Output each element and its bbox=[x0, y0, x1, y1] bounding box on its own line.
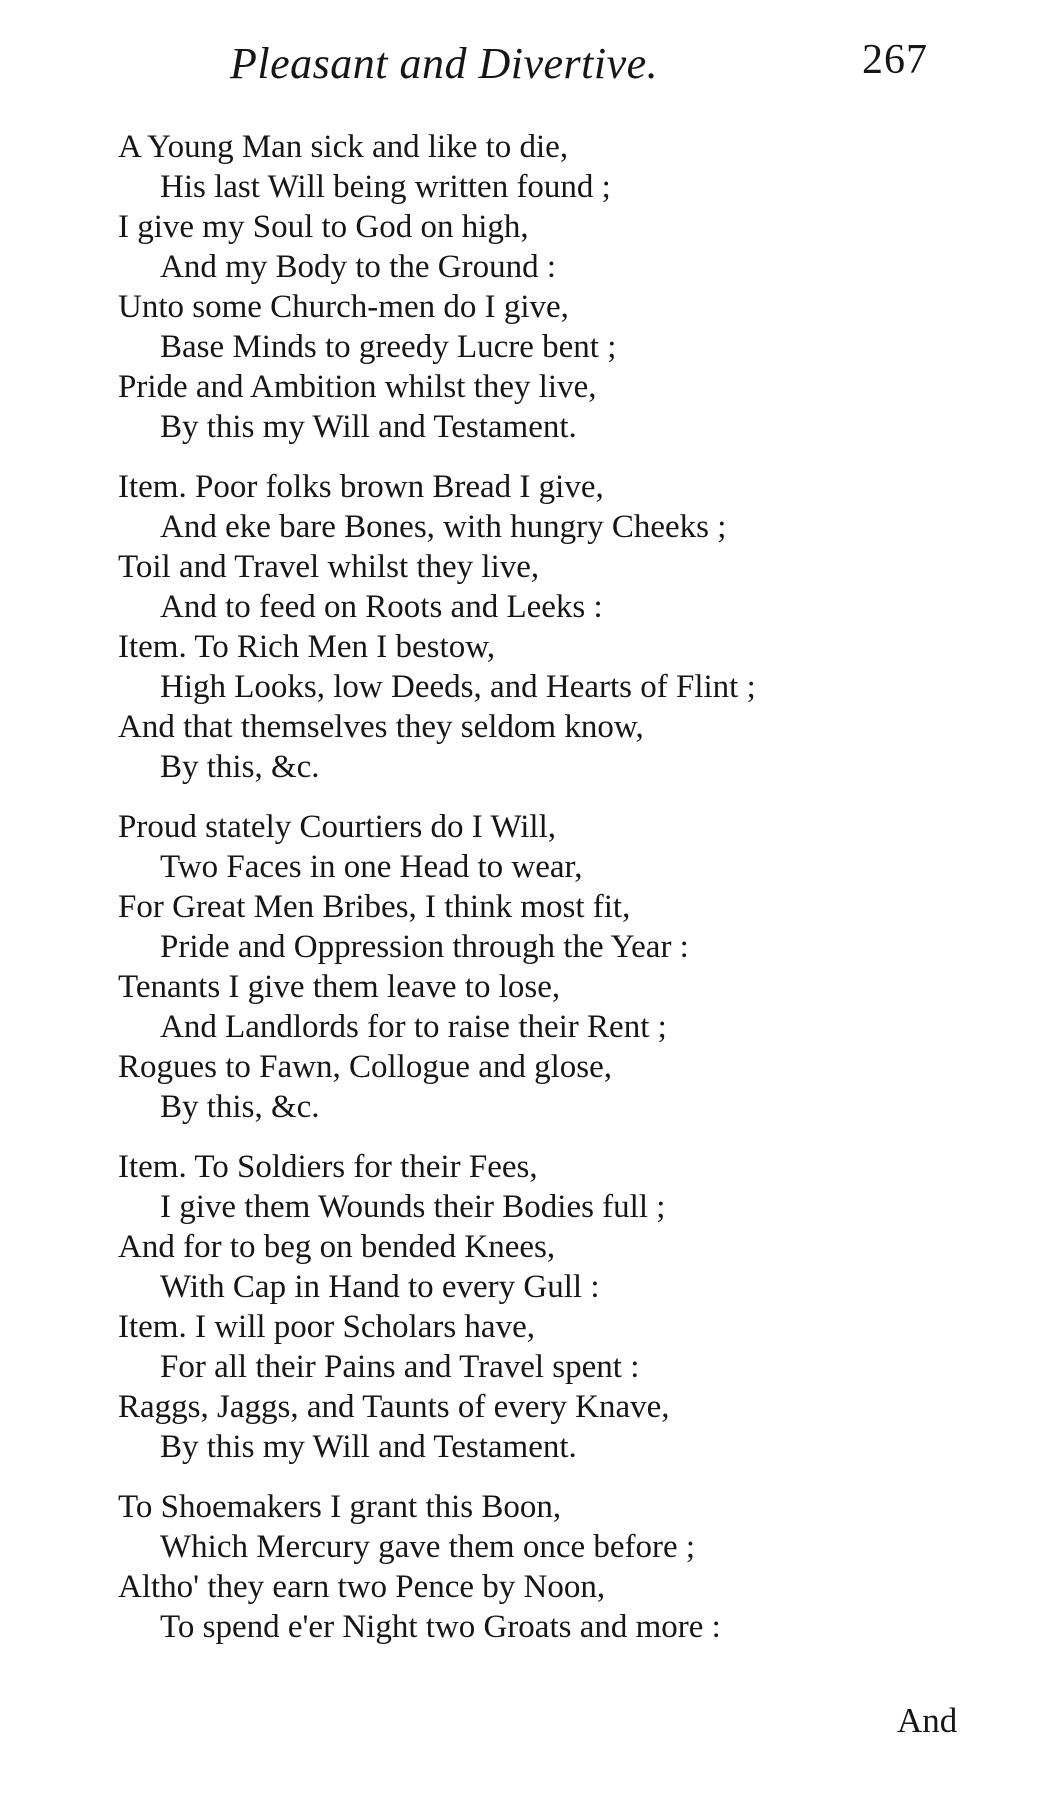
poem-line: His last Will being written found ; bbox=[160, 169, 611, 205]
catchword: And bbox=[897, 1701, 958, 1740]
poem-line: Which Mercury gave them once before ; bbox=[160, 1529, 696, 1565]
poem-line: Item. I will poor Scholars have, bbox=[118, 1309, 535, 1345]
poem-line: For all their Pains and Travel spent : bbox=[160, 1349, 640, 1385]
poem-line: A Young Man sick and like to die, bbox=[118, 129, 569, 165]
poem-line: To spend e'er Night two Groats and more : bbox=[160, 1609, 721, 1645]
poem-line: And eke bare Bones, with hungry Cheeks ; bbox=[160, 509, 727, 545]
stanza-1 bbox=[118, 127, 1018, 447]
poem-line: Pride and Oppression through the Year : bbox=[160, 929, 689, 965]
stanza-4 bbox=[118, 1147, 1018, 1467]
page-number: 267 bbox=[862, 37, 928, 83]
poem-line: Altho' they earn two Pence by Noon, bbox=[118, 1569, 606, 1605]
poem-line: By this, &c. bbox=[160, 1089, 320, 1125]
stanza-2 bbox=[118, 467, 1018, 787]
poem-line: Toil and Travel whilst they live, bbox=[118, 549, 540, 585]
poem-line: Tenants I give them leave to lose, bbox=[118, 969, 561, 1005]
poem-line: Unto some Church-men do I give, bbox=[118, 289, 569, 325]
poem-line: And for to beg on bended Knees, bbox=[118, 1229, 556, 1265]
poem-line: By this, &c. bbox=[160, 749, 320, 785]
poem-line: And to feed on Roots and Leeks : bbox=[160, 589, 603, 625]
poem-line: With Cap in Hand to every Gull : bbox=[160, 1269, 600, 1305]
poem-line: For Great Men Bribes, I think most fit, bbox=[118, 889, 631, 925]
poem-line: Item. To Rich Men I bestow, bbox=[118, 629, 496, 665]
poem-line: By this my Will and Testament. bbox=[160, 409, 577, 445]
poem-line: High Looks, low Deeds, and Hearts of Flint ; bbox=[160, 669, 756, 705]
poem-line: And my Body to the Ground : bbox=[160, 249, 556, 285]
poem-line: Item. To Soldiers for their Fees, bbox=[118, 1149, 538, 1185]
poem-line: Item. Poor folks brown Bread I give, bbox=[118, 469, 604, 505]
poem-line: I give them Wounds their Bodies full ; bbox=[160, 1189, 666, 1225]
poem-line: Rogues to Fawn, Collogue and glose, bbox=[118, 1049, 613, 1085]
poem-line: And that themselves they seldom know, bbox=[118, 709, 644, 745]
running-title: Pleasant and Divertive. bbox=[230, 39, 659, 88]
poem-line: Proud stately Courtiers do I Will, bbox=[118, 809, 557, 845]
poem-line: To Shoemakers I grant this Boon, bbox=[118, 1489, 562, 1525]
poem-line: Base Minds to greedy Lucre bent ; bbox=[160, 329, 617, 365]
poem-line: I give my Soul to God on high, bbox=[118, 209, 529, 245]
poem-line: Raggs, Jaggs, and Taunts of every Knave, bbox=[118, 1389, 670, 1425]
poem-line: Pride and Ambition whilst they live, bbox=[118, 369, 597, 405]
poem-line: Two Faces in one Head to wear, bbox=[160, 849, 583, 885]
stanza-3 bbox=[118, 807, 1018, 1127]
stanza-5 bbox=[118, 1487, 1018, 1647]
poem-line: By this my Will and Testament. bbox=[160, 1429, 577, 1465]
poem bbox=[118, 127, 1018, 1667]
poem-line: And Landlords for to raise their Rent ; bbox=[160, 1009, 667, 1045]
